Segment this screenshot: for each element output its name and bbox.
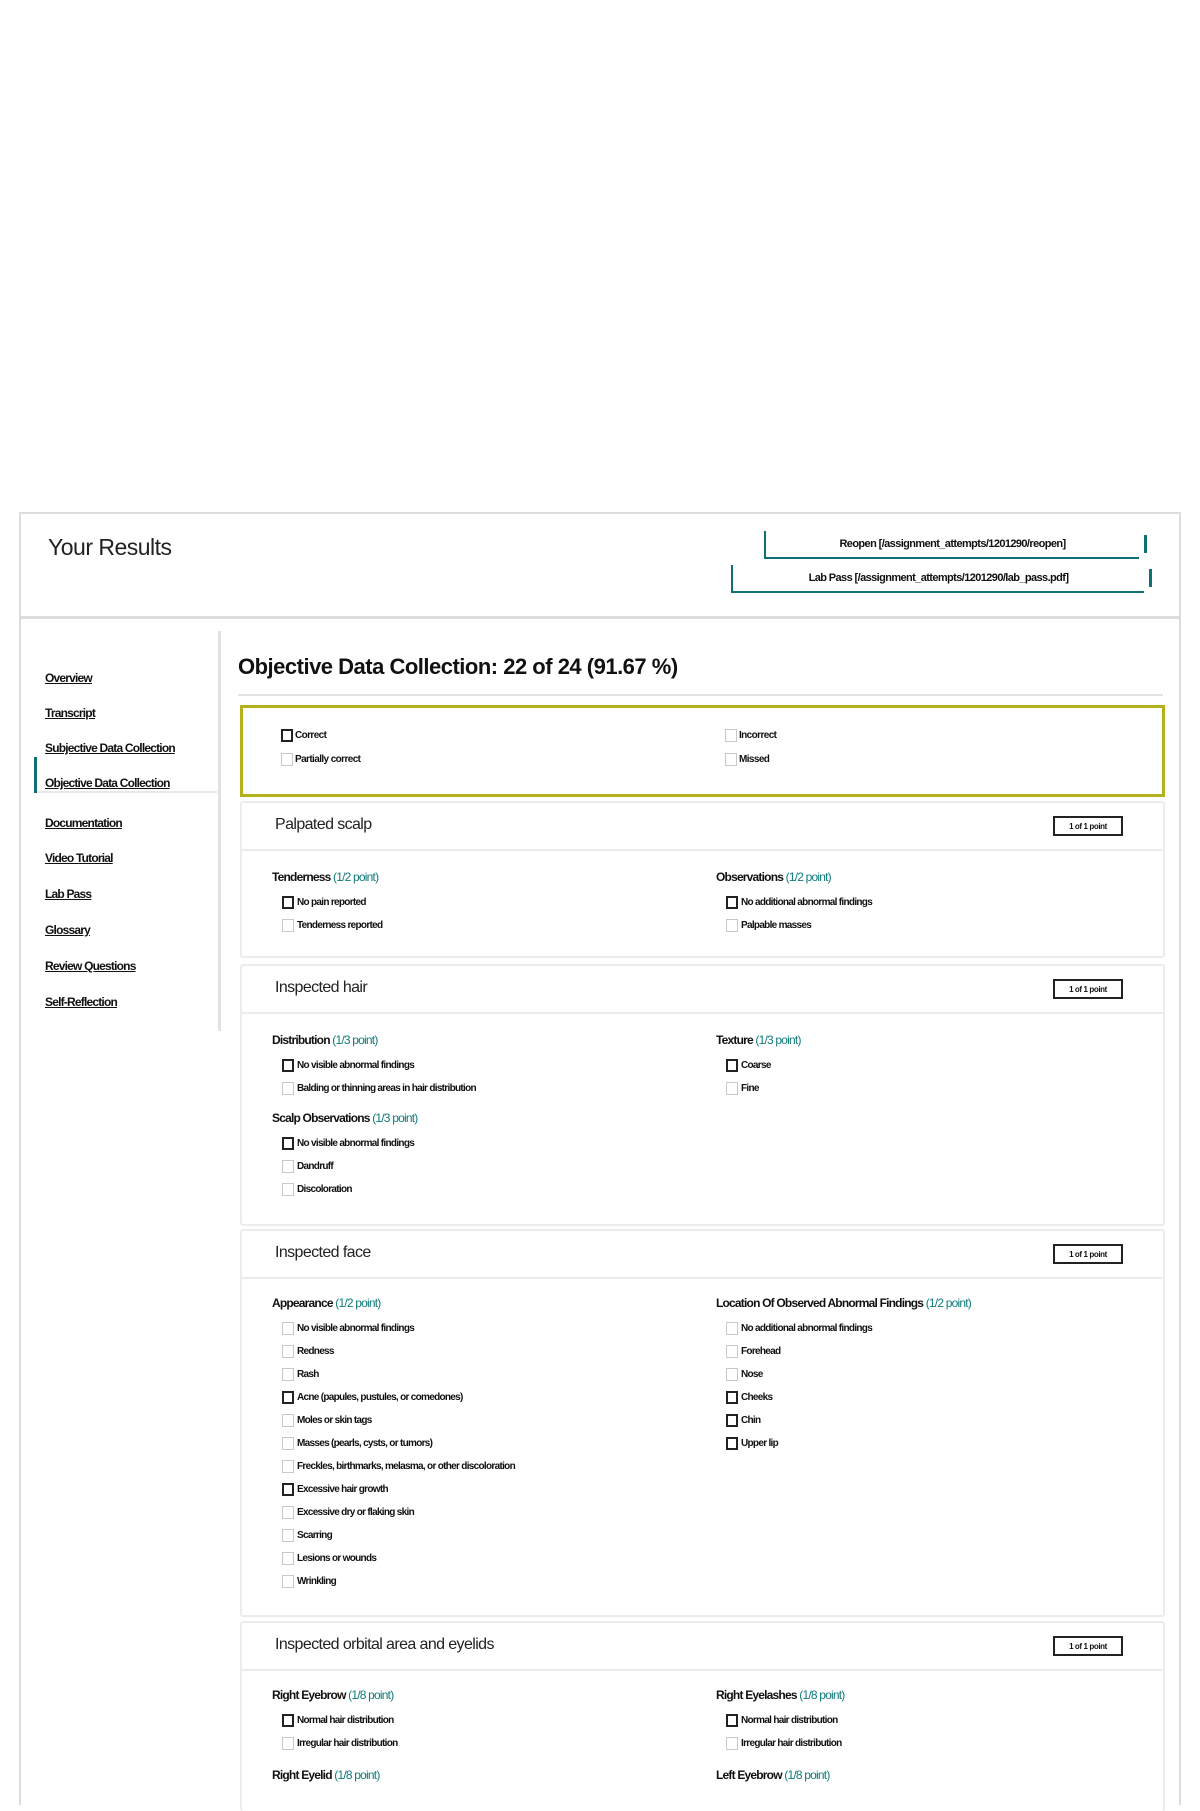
panel-inspected-face xyxy=(240,1229,1165,1617)
option-row[interactable]: Rash xyxy=(272,1363,515,1386)
group-label: Tenderness (1/2 point) xyxy=(272,870,379,884)
panel-title: Inspected orbital area and eyelids xyxy=(275,1636,494,1653)
points-button[interactable]: 1 of 1 point xyxy=(1053,1636,1123,1656)
option-row[interactable]: No visible abnormal findings xyxy=(272,1317,515,1340)
legend-partially-correct: Partially correct xyxy=(281,753,360,766)
group-label: Right Eyebrow (1/8 point) xyxy=(272,1688,394,1702)
checkbox-icon[interactable] xyxy=(282,1437,294,1450)
results-header xyxy=(19,512,1181,619)
checkbox-icon[interactable] xyxy=(282,1059,294,1072)
checkbox-icon[interactable] xyxy=(282,1714,294,1727)
panel-header xyxy=(242,966,1163,1014)
checkbox-icon[interactable] xyxy=(282,1506,294,1519)
checkbox-icon[interactable] xyxy=(726,1391,738,1404)
sidebar-item-self-reflection[interactable]: Self-Reflection xyxy=(45,995,118,1009)
option-row[interactable]: Wrinkling xyxy=(272,1570,515,1593)
group-label: Scalp Observations (1/3 point) xyxy=(272,1111,418,1125)
group-scalp-observations xyxy=(272,1110,417,1201)
checkbox-icon[interactable] xyxy=(282,1737,294,1750)
sidebar-item-overview[interactable]: Overview xyxy=(45,671,92,685)
option-row[interactable]: Normal hair distribution xyxy=(716,1709,844,1732)
option-row[interactable]: Excessive dry or flaking skin xyxy=(272,1501,515,1524)
option-row[interactable]: Moles or skin tags xyxy=(272,1409,515,1432)
nav-active-underline xyxy=(37,791,217,793)
option-row[interactable]: Nose xyxy=(716,1363,971,1386)
sidebar-item-glossary[interactable]: Glossary xyxy=(45,923,90,937)
group-label: Texture (1/3 point) xyxy=(716,1033,801,1047)
option-row[interactable]: Coarse xyxy=(716,1054,801,1077)
panel-inspected-orbital-area xyxy=(240,1621,1165,1811)
group-label: Distribution (1/3 point) xyxy=(272,1033,378,1047)
checkbox-icon[interactable] xyxy=(726,1368,738,1381)
group-label: Right Eyelid (1/8 point) xyxy=(272,1768,380,1782)
checkbox-icon[interactable] xyxy=(726,896,738,909)
group-label: Appearance (1/2 point) xyxy=(272,1296,381,1310)
option-row[interactable]: Fine xyxy=(716,1077,801,1100)
group-label: Location Of Observed Abnormal Findings (1/2 point) xyxy=(716,1296,971,1310)
option-row[interactable]: Irregular hair distribution xyxy=(716,1732,844,1755)
option-row[interactable]: Forehead xyxy=(716,1340,971,1363)
points-button[interactable]: 1 of 1 point xyxy=(1053,979,1123,999)
group-right-eyelashes xyxy=(716,1687,844,1755)
option-row[interactable]: Upper lip xyxy=(716,1432,971,1455)
checkbox-icon[interactable] xyxy=(282,896,294,909)
group-right-eyebrow xyxy=(272,1687,398,1755)
checkbox-icon[interactable] xyxy=(282,1322,294,1335)
results-body xyxy=(19,619,1181,1805)
checkbox-icon[interactable] xyxy=(282,1183,294,1196)
option-row[interactable]: Freckles, birthmarks, melasma, or other discoloration xyxy=(272,1455,515,1478)
option-row[interactable]: Acne (papules, pustules, or comedones) xyxy=(272,1386,515,1409)
title-divider xyxy=(238,694,1163,696)
option-row[interactable]: Chin xyxy=(716,1409,971,1432)
checkbox-icon[interactable] xyxy=(726,1737,738,1750)
checkbox-icon[interactable] xyxy=(282,1391,294,1404)
option-row[interactable]: No additional abnormal findings xyxy=(716,891,872,914)
checkbox-icon xyxy=(281,729,293,742)
option-row[interactable]: Masses (pearls, cysts, or tumors) xyxy=(272,1432,515,1455)
checkbox-icon[interactable] xyxy=(282,1345,294,1358)
panel-title: Inspected hair xyxy=(275,979,368,996)
sidebar-item-video-tutorial[interactable]: Video Tutorial xyxy=(45,851,113,865)
checkbox-icon[interactable] xyxy=(282,1368,294,1381)
reopen-button[interactable]: Reopen [/assignment_attempts/1201290/reopen] xyxy=(764,531,1139,559)
panel-header xyxy=(242,1231,1163,1279)
sidebar-item-subjective-data[interactable]: Subjective Data Collection xyxy=(45,741,175,755)
lab-pass-button[interactable]: Lab Pass [/assignment_attempts/1201290/lab_pass.pdf] xyxy=(731,565,1144,593)
panel-title: Palpated scalp xyxy=(275,816,372,833)
sidebar-item-documentation[interactable]: Documentation xyxy=(45,816,122,830)
checkbox-icon xyxy=(281,753,293,766)
option-row[interactable]: No additional abnormal findings xyxy=(716,1317,971,1340)
panel-header xyxy=(242,1623,1163,1671)
option-row[interactable]: No visible abnormal findings xyxy=(272,1132,417,1155)
checkbox-icon[interactable] xyxy=(726,1714,738,1727)
checkbox-icon[interactable] xyxy=(726,1322,738,1335)
legend-correct: Correct xyxy=(281,729,326,742)
checkbox-icon[interactable] xyxy=(282,919,294,932)
option-row[interactable]: Palpable masses xyxy=(716,914,872,937)
option-row[interactable]: Excessive hair growth xyxy=(272,1478,515,1501)
legend-box xyxy=(240,705,1165,797)
group-label: Right Eyelashes (1/8 point) xyxy=(716,1688,845,1702)
group-texture xyxy=(716,1032,801,1100)
option-row[interactable]: Lesions or wounds xyxy=(272,1547,515,1570)
group-label: Left Eyebrow (1/8 point) xyxy=(716,1768,830,1782)
checkbox-icon[interactable] xyxy=(726,1345,738,1358)
sidebar-nav xyxy=(21,631,221,1031)
panel-title: Inspected face xyxy=(275,1244,371,1261)
option-row[interactable]: Irregular hair distribution xyxy=(272,1732,398,1755)
checkbox-icon[interactable] xyxy=(726,919,738,932)
option-row[interactable]: Redness xyxy=(272,1340,515,1363)
sidebar-item-transcript[interactable]: Transcript xyxy=(45,706,96,720)
group-location-abnormal-findings xyxy=(716,1295,971,1455)
checkbox-icon xyxy=(725,753,737,766)
checkbox-icon[interactable] xyxy=(726,1414,738,1427)
option-row[interactable]: No pain reported xyxy=(272,891,382,914)
group-observations xyxy=(716,869,872,937)
checkbox-icon[interactable] xyxy=(282,1160,294,1173)
checkbox-icon[interactable] xyxy=(282,1137,294,1150)
points-button[interactable]: 1 of 1 point xyxy=(1053,1244,1123,1264)
checkbox-icon[interactable] xyxy=(282,1575,294,1588)
option-row[interactable]: Dandruff xyxy=(272,1155,417,1178)
nav-active-indicator xyxy=(34,757,37,793)
group-appearance xyxy=(272,1295,515,1593)
legend-missed: Missed xyxy=(725,753,769,766)
results-title: Your Results xyxy=(48,534,172,560)
checkbox-icon[interactable] xyxy=(282,1414,294,1427)
group-distribution xyxy=(272,1032,476,1100)
checkbox-icon[interactable] xyxy=(282,1483,294,1496)
checkbox-icon xyxy=(725,729,737,742)
blank-top-area xyxy=(0,0,1200,512)
checkbox-icon[interactable] xyxy=(726,1059,738,1072)
option-row[interactable]: Tenderness reported xyxy=(272,914,382,937)
sidebar-item-review-questions[interactable]: Review Questions xyxy=(45,959,136,973)
option-row[interactable]: Scarring xyxy=(272,1524,515,1547)
checkbox-icon[interactable] xyxy=(726,1082,738,1095)
checkbox-icon[interactable] xyxy=(282,1552,294,1565)
checkbox-icon[interactable] xyxy=(282,1460,294,1473)
group-left-eyebrow xyxy=(716,1767,830,1789)
page-title: Objective Data Collection: 22 of 24 (91.67 %) xyxy=(238,654,678,679)
option-row[interactable]: Discoloration xyxy=(272,1178,417,1201)
checkbox-icon[interactable] xyxy=(726,1437,738,1450)
checkbox-icon[interactable] xyxy=(282,1529,294,1542)
group-right-eyelid xyxy=(272,1767,380,1789)
option-row[interactable]: Normal hair distribution xyxy=(272,1709,398,1732)
sidebar-item-objective-data[interactable]: Objective Data Collection xyxy=(45,776,170,790)
option-row[interactable]: No visible abnormal findings xyxy=(272,1054,476,1077)
sidebar-item-lab-pass[interactable]: Lab Pass xyxy=(45,887,92,901)
group-tenderness xyxy=(272,869,382,937)
option-row[interactable]: Cheeks xyxy=(716,1386,971,1409)
legend-incorrect: Incorrect xyxy=(725,729,776,742)
panel-header xyxy=(242,803,1163,851)
panel-palpated-scalp xyxy=(240,801,1165,958)
group-label: Observations (1/2 point) xyxy=(716,870,831,884)
panel-inspected-hair xyxy=(240,964,1165,1226)
points-button[interactable]: 1 of 1 point xyxy=(1053,816,1123,836)
checkbox-icon[interactable] xyxy=(282,1082,294,1095)
option-row[interactable]: Balding or thinning areas in hair distribution xyxy=(272,1077,476,1100)
